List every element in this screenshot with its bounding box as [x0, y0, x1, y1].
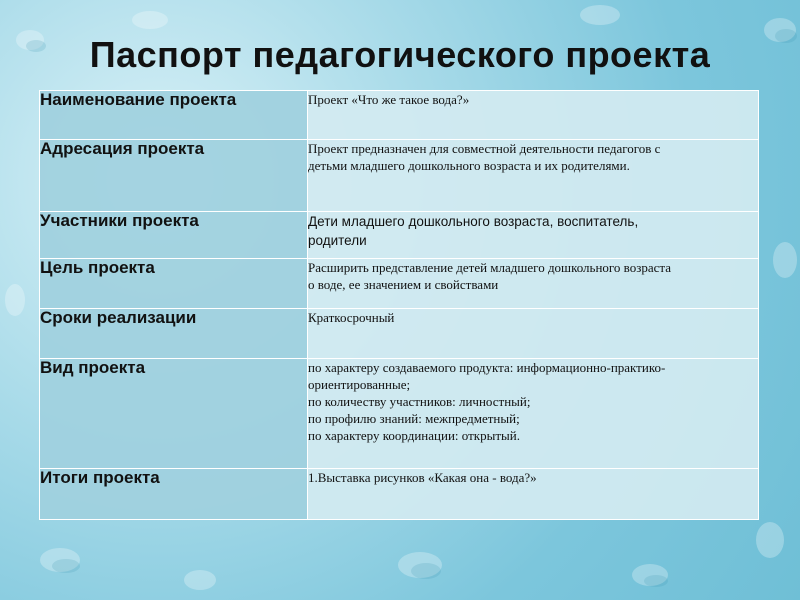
value-line: о воде, ее значением и свойствами	[308, 276, 499, 292]
row-label: Сроки реализации	[40, 309, 308, 359]
row-value	[308, 469, 759, 520]
table-row	[40, 359, 759, 469]
table-row	[40, 309, 759, 359]
table-row	[40, 140, 759, 212]
value-line: детьми младшего дошкольного возраста и их родителями.	[308, 158, 630, 174]
page-title: Паспорт педагогического проекта	[89, 34, 711, 75]
value-line: Краткосрочный	[308, 310, 395, 325]
value-line: по профилю знаний: межпредметный;	[308, 411, 520, 427]
row-value	[308, 309, 759, 359]
value-line: Расширить представление детей младшего дошкольного возраста	[308, 259, 672, 275]
value-line: ориентированные;	[308, 377, 411, 393]
value-line: Проект предназначен для совместной деятельности педагогов с	[308, 141, 661, 157]
row-value	[308, 212, 759, 258]
table-row	[40, 91, 759, 140]
row-label: Участники проекта	[40, 212, 308, 258]
row-label: Цель проекта	[40, 258, 308, 308]
table-row	[40, 258, 759, 308]
value-line: по характеру координации: открытый.	[308, 428, 520, 444]
row-label: Итоги проекта	[40, 469, 308, 520]
row-value	[308, 258, 759, 308]
row-value	[308, 140, 759, 212]
row-label: Наименование проекта	[40, 91, 308, 140]
project-passport-table	[39, 90, 759, 520]
row-value	[308, 91, 759, 140]
value-line: по количеству участников: личностный;	[308, 394, 531, 410]
row-label: Вид проекта	[40, 359, 308, 469]
value-line: Проект «Что же такое вода?»	[308, 92, 470, 107]
value-line: Дети младшего дошкольного возраста, воспитатель,	[308, 214, 639, 230]
value-line: по характеру создаваемого продукта: информационно-практико-	[308, 360, 666, 376]
row-label: Адресация проекта	[40, 140, 308, 212]
table-row	[40, 469, 759, 520]
value-line: 1.Выставка рисунков «Какая она - вода?»	[308, 470, 537, 486]
table-row	[40, 212, 759, 258]
row-value	[308, 359, 759, 469]
value-line: родители	[308, 233, 367, 249]
